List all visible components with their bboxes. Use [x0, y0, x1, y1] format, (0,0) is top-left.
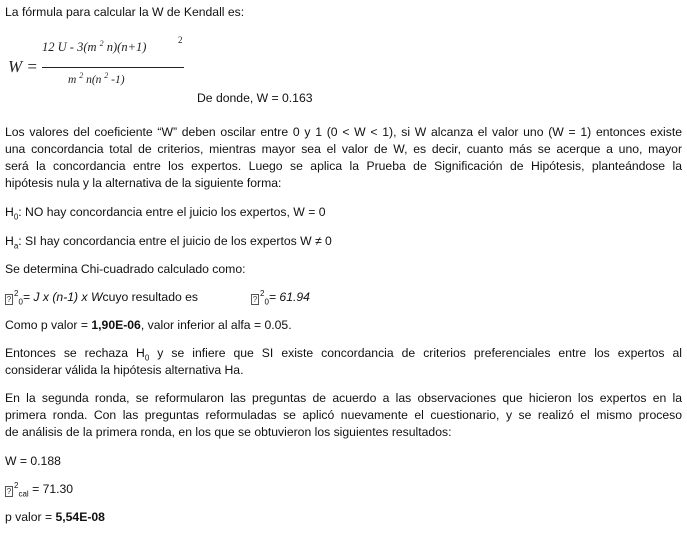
- paragraph2-line1: En la segunda ronda, se reformularon las preguntas de acuerdo a las observaciones que hicieron los expertos en la: [5, 391, 682, 405]
- chi-cal-second-round: ?$^2_{cal}$ = 71.30: [6, 480, 74, 499]
- formula-exponent: 2: [178, 35, 183, 45]
- hypothesis-null: $H_0$: NO hay concordancia entre el juicio los expertos, W = 0: [5, 205, 326, 222]
- formula-denominator: m $^2$ n(n $^2$ -1): [68, 71, 125, 86]
- paragraph1-line4: hipótesis nula y la alternativa de la siguiente forma:: [5, 176, 282, 190]
- missing-glyph-icon: ?: [252, 295, 258, 304]
- formula-lhs: W =: [8, 57, 38, 76]
- fraction-bar: [42, 67, 184, 68]
- missing-glyph-icon: ?: [6, 295, 12, 304]
- paragraph1-line1: Los valores del coeficiente “W” deben oscilar entre 0 y 1 (0 < W < 1), si W alcanza el valor uno (W = 1) entonces existe: [5, 125, 682, 139]
- chi-formula: ?$^2_0$= J x (n-1) x Wcuyo resultado es ?$^2_0$= 61.94: [6, 288, 310, 307]
- paragraph2-line3: de análisis de la primera ronda, en los que se obtuvieron los siguientes resultados:: [5, 425, 452, 439]
- formula-numerator: 12 U - 3(m $^2$ n)(n+1): [42, 38, 147, 54]
- intro-text: La fórmula para calcular la W de Kendall es:: [5, 5, 245, 19]
- chi-result: ?$^2_0$= 61.94: [252, 288, 310, 307]
- paragraph1-line2: una concordancia total de criterios, mientras mayor sea el valor de W, es decir, cuanto más se acerque a uno, mayor: [5, 142, 682, 156]
- paragraph1-line3: será la concordancia entre los expertos. Luego se aplica la Prueba de Significación de Hipótesis, planteándose la: [5, 159, 682, 173]
- missing-glyph-icon: ?: [6, 487, 12, 496]
- conclusion-line2: considerar válida la hipótesis alternativa Ha.: [5, 363, 244, 377]
- conclusion-line1: Entonces se rechaza $H_0$ y se infiere que SI existe concordancia de criterios preferenciales entre los expertos al: [5, 346, 683, 363]
- w-result: De donde, W = 0.163: [197, 91, 313, 105]
- kendall-w-formula: [8, 36, 208, 98]
- w-second-round: W = 0.188: [5, 454, 61, 468]
- chi-intro: Se determina Chi-cuadrado calculado como:: [5, 262, 246, 276]
- paragraph2-line2: primera ronda. Con las preguntas reformuladas se aplicó nuevamente el cuestionario, y se realizó el mismo proceso: [5, 408, 682, 422]
- pvalue-first: Como p valor = 1,90E-06, valor inferior al alfa = 0.05.: [5, 318, 292, 332]
- hypothesis-alternative: $H_a$: SI hay concordancia entre el juicio de los expertos W ≠ 0: [5, 234, 332, 251]
- pvalue-second: p valor = 5,54E-08: [5, 510, 105, 524]
